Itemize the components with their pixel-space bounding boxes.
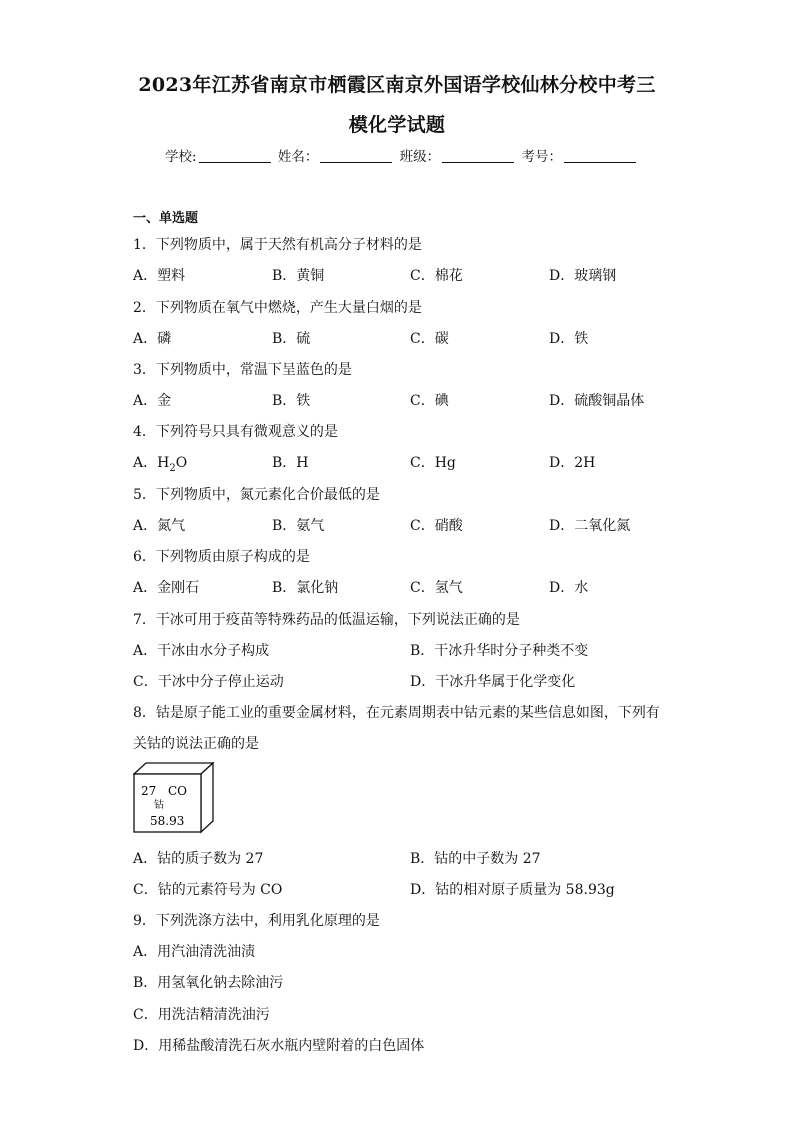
question-7-stem: 7．干冰可用于疫苗等特殊药品的低温运输，下列说法正确的是 (133, 612, 520, 628)
q8-option-b: B．钴的中子数为 27 (410, 851, 541, 867)
q9-option-b: B．用氢氧化钠去除油污 (133, 975, 284, 991)
element-name: 钴 (154, 800, 164, 811)
q4-option-c: C．Hg (410, 455, 456, 471)
class-blank[interactable] (442, 149, 514, 163)
q8-option-a: A．钴的质子数为 27 (133, 851, 264, 867)
element-card-graphic (133, 762, 215, 834)
element-atomic-mass: 58.93 (150, 814, 185, 828)
q8-option-c: C．钴的元素符号为 CO (133, 882, 283, 898)
element-atomic-number: 27 (141, 784, 157, 798)
q9-option-c: C．用洗洁精清洗油污 (133, 1007, 270, 1023)
element-card-top-face (134, 763, 213, 774)
q7-option-d: D．干冰升华属于化学变化 (410, 674, 576, 690)
q5-option-d: D．二氧化氮 (549, 518, 631, 534)
q1-option-d: D．玻璃钢 (549, 268, 617, 284)
q7-option-c: C．干冰中分子停止运动 (133, 674, 284, 690)
q2-option-c: C．碳 (410, 331, 449, 347)
q6-option-b: B．氯化钠 (272, 580, 339, 596)
element-card-side-face (201, 763, 213, 832)
q5-option-c: C．硝酸 (410, 518, 463, 534)
element-symbol: CO (168, 784, 188, 798)
question-6-stem: 6．下列物质由原子构成的是 (133, 549, 310, 565)
name-label: 姓名： (277, 149, 319, 165)
q6-option-c: C．氢气 (410, 580, 463, 596)
q8-option-d: D．钴的相对原子质量为 58.93g (410, 882, 615, 898)
q9-option-d: D．用稀盐酸清洗石灰水瓶内壁附着的白色固体 (133, 1038, 425, 1054)
q1-option-a: A．塑料 (133, 268, 186, 284)
exam-no-blank[interactable] (564, 149, 636, 163)
q6-option-a: A．金刚石 (133, 580, 200, 596)
q1-option-c: C．棉花 (410, 268, 463, 284)
question-8-stem: 8．钴是原子能工业的重要金属材料，在元素周期表中钴元素的某些信息如图，下列有 (133, 705, 660, 721)
class-label: 班级： (399, 149, 441, 165)
question-9-stem: 9．下列洗涤方法中，利用乳化原理的是 (133, 913, 380, 929)
q4-option-a-label: A．H (133, 455, 170, 471)
q3-option-a: A．金 (133, 393, 172, 409)
q7-option-b: B．干冰升华时分子种类不变 (410, 643, 589, 659)
student-info-row (165, 145, 639, 165)
question-5-stem: 5．下列物质中，氮元素化合价最低的是 (133, 487, 380, 503)
exam-no-label: 考号： (521, 149, 562, 165)
question-3-stem: 3．下列物质中，常温下呈蓝色的是 (133, 362, 352, 378)
q4-option-b: B．H (272, 455, 309, 471)
q3-option-b: B．铁 (272, 393, 311, 409)
section-title: 一、单选题 (133, 211, 199, 226)
q4-option-a-tail: O (175, 455, 188, 471)
q2-option-d: D．铁 (549, 331, 589, 347)
question-8-stem-line2: 关钴的说法正确的是 (133, 736, 259, 752)
question-2-stem: 2．下列物质在氧气中燃烧，产生大量白烟的是 (133, 300, 422, 316)
cobalt-element-card (133, 762, 215, 838)
q4-option-a (133, 452, 187, 474)
question-1-stem: 1．下列物质中，属于天然有机高分子材料的是 (133, 237, 422, 253)
name-blank[interactable] (320, 149, 392, 163)
q6-option-d: D．水 (549, 580, 589, 596)
q5-option-a: A．氮气 (133, 518, 186, 534)
school-blank[interactable] (199, 149, 271, 163)
q4-option-d: D．2H (549, 455, 596, 471)
q2-option-b: B．硫 (272, 331, 311, 347)
q2-option-a: A．磷 (133, 331, 172, 347)
q3-option-d: D．硫酸铜晶体 (549, 393, 645, 409)
q9-option-a: A．用汽油清洗油渍 (133, 944, 256, 960)
q4-option-a-subscript: 2 (169, 462, 176, 474)
q5-option-b: B．氨气 (272, 518, 325, 534)
exam-title-line2: 模化学试题 (348, 114, 446, 136)
school-label: 学校: (165, 149, 197, 165)
question-4-stem: 4．下列符号只具有微观意义的是 (133, 424, 338, 440)
q3-option-c: C．碘 (410, 393, 449, 409)
q1-option-b: B．黄铜 (272, 268, 325, 284)
q7-option-a: A．干冰由水分子构成 (133, 643, 270, 659)
exam-title-line1: 2023年江苏省南京市栖霞区南京外国语学校仙林分校中考三 (138, 74, 656, 96)
